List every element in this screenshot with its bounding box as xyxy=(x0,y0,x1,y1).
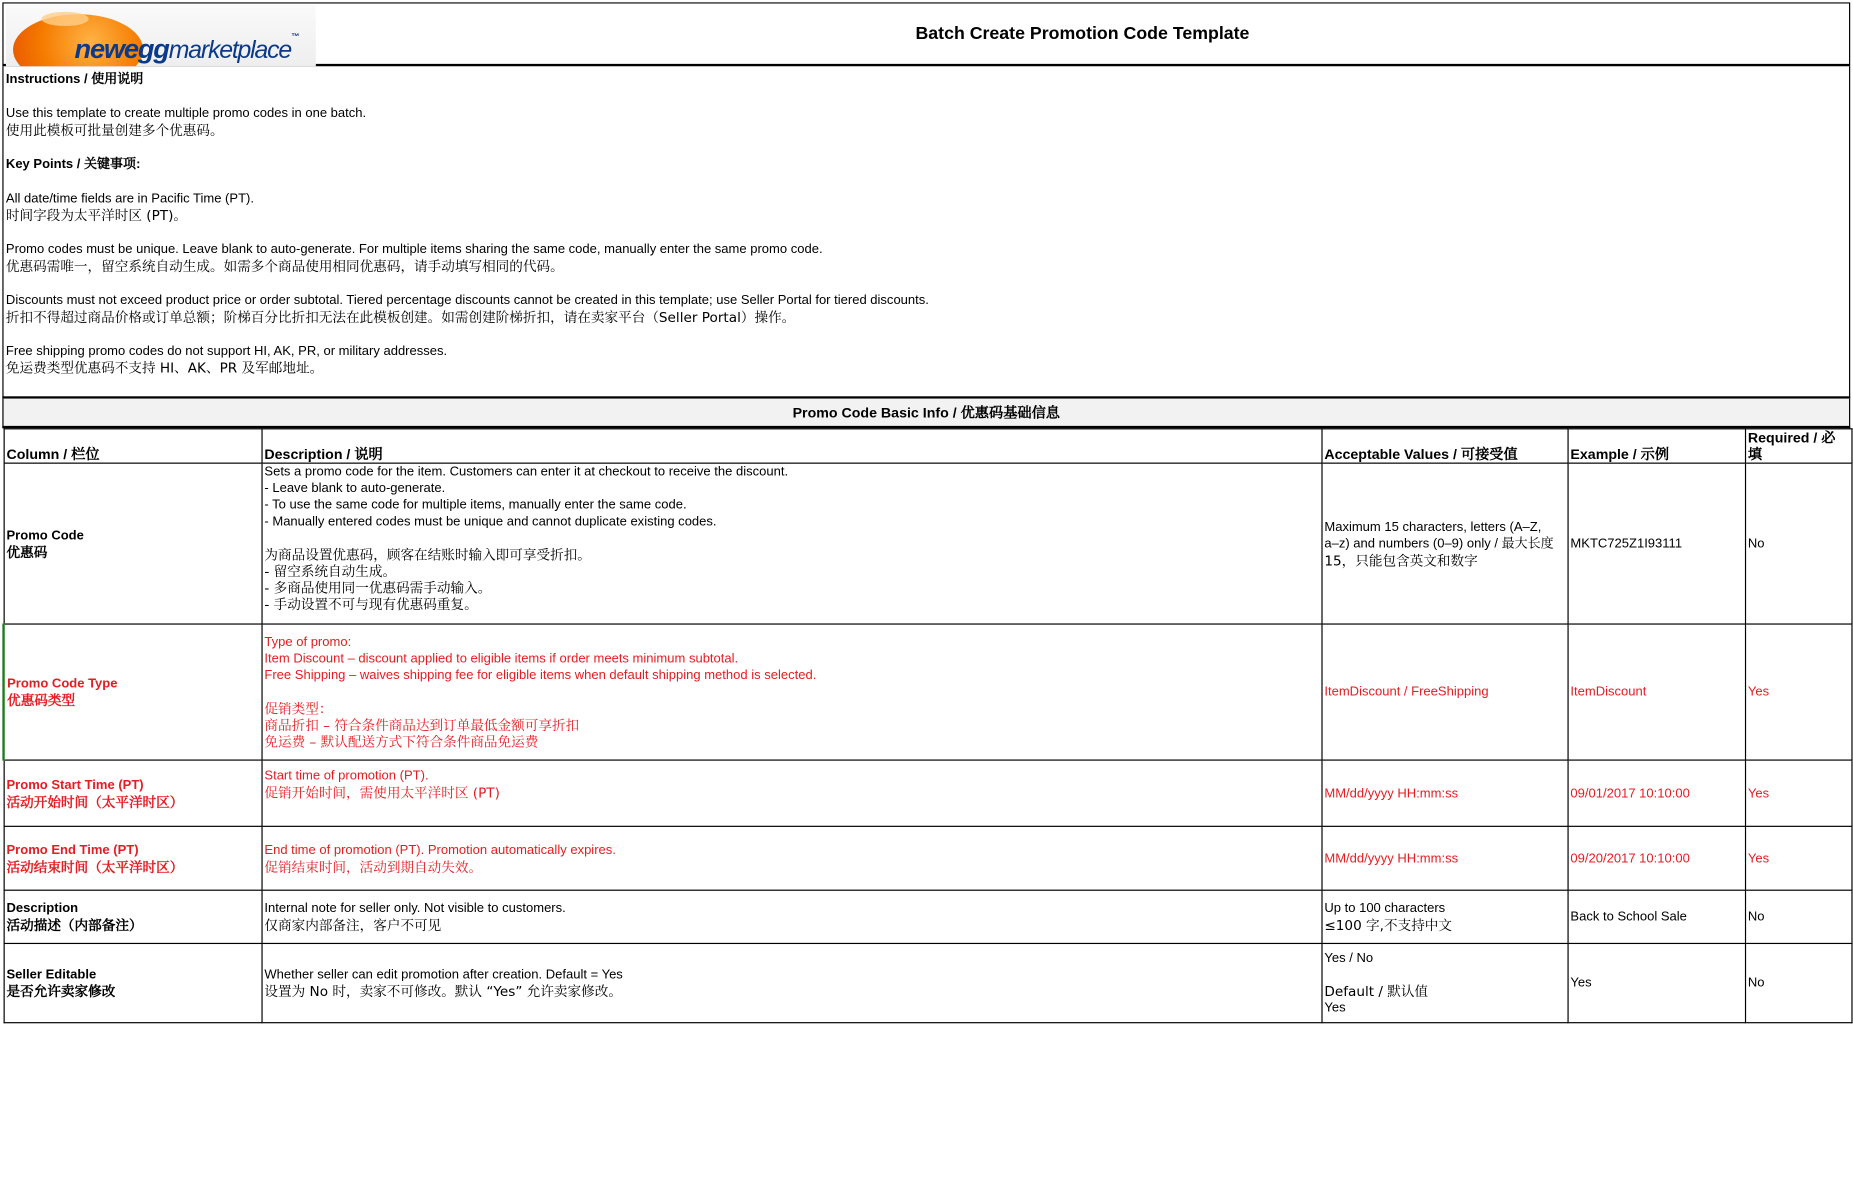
instructions-block xyxy=(2,66,1850,398)
field-name-zh: 优惠码类型 xyxy=(7,692,76,709)
description-cell[interactable] xyxy=(261,890,1321,943)
point-2-zh: 优惠码需唯一，留空系统自动生成。如需多个商品使用相同优惠码，请手动填写相同的代码。 xyxy=(5,257,564,275)
desc-line: Sets a promo code for the item. Customers can enter it at checkout to receive the discount. xyxy=(264,464,789,480)
desc-line: Start time of promotion (PT). xyxy=(264,768,429,784)
field-name-en: Promo Start Time (PT) xyxy=(6,777,144,793)
intro-zh: 使用此模板可批量创建多个优惠码。 xyxy=(5,121,224,139)
col-header-example[interactable]: Example / 示例 xyxy=(1567,429,1744,463)
required-cell[interactable]: Yes xyxy=(1745,624,1851,760)
acceptable-cell[interactable] xyxy=(1321,890,1567,943)
desc-line: 促销开始时间，需使用太平洋时区 (PT) xyxy=(264,784,500,801)
point-1-zh: 时间字段为太平洋时区 (PT)。 xyxy=(5,207,188,224)
required-cell[interactable]: No xyxy=(1745,890,1851,943)
field-name-cell[interactable] xyxy=(4,943,262,1022)
acceptable-line: Up to 100 characters xyxy=(1324,901,1446,916)
table-row xyxy=(4,943,1852,1022)
example-cell[interactable]: 09/20/2017 10:10:00 xyxy=(1567,826,1744,890)
acceptable-cell[interactable] xyxy=(1321,463,1567,624)
page-title: Batch Create Promotion Code Template xyxy=(915,23,1250,44)
required-cell[interactable]: No xyxy=(1745,943,1851,1022)
newegg-marketplace-logo xyxy=(6,5,316,67)
field-name-en: Seller Editable xyxy=(6,967,97,982)
acceptable-cell[interactable]: MM/dd/yyyy HH:mm:ss xyxy=(1321,826,1567,890)
logo-wordmark xyxy=(75,33,299,65)
example-cell[interactable]: 09/01/2017 10:10:00 xyxy=(1567,760,1744,826)
acceptable-cell[interactable]: MM/dd/yyyy HH:mm:ss xyxy=(1321,760,1567,826)
logo-trademark: ™ xyxy=(291,33,299,42)
desc-line: Free Shipping – waives shipping fee for eligible items when default shipping method is selected. xyxy=(264,668,817,683)
logo-brand: newegg xyxy=(74,33,169,64)
desc-line: 为商品设置优惠码，顾客在结账时输入即可享受折扣。 xyxy=(264,546,591,564)
field-name-cell[interactable] xyxy=(4,826,262,890)
example-cell[interactable]: ItemDiscount xyxy=(1567,624,1744,760)
desc-line: - Manually entered codes must be unique and cannot duplicate existing codes. xyxy=(264,514,717,529)
col-header-required[interactable]: Required / 必填 xyxy=(1745,429,1851,463)
field-name-en: Promo End Time (PT) xyxy=(6,842,139,858)
desc-line: 商品折扣 – 符合条件商品达到订单最低金额可享折扣 xyxy=(264,716,580,734)
acceptable-line: a–z) and numbers (0–9) only / 最大长度 xyxy=(1324,536,1554,551)
acceptable-line: ≤100 字,不支持中文 xyxy=(1324,916,1453,934)
point-4-zh: 免运费类型优惠码不支持 HI、AK、PR 及军邮地址。 xyxy=(5,359,324,377)
desc-line: 仅商家内部备注，客户不可见 xyxy=(264,916,442,934)
field-name-zh: 优惠码 xyxy=(6,543,48,561)
description-cell[interactable] xyxy=(261,624,1321,760)
field-name-cell[interactable] xyxy=(4,463,262,624)
field-name-zh: 活动结束时间（太平洋时区） xyxy=(6,858,184,875)
required-cell[interactable]: No xyxy=(1745,463,1851,624)
point-4-en: Free shipping promo codes do not support HI, AK, PR, or military addresses. xyxy=(5,344,448,359)
instructions-heading: Instructions / 使用说明 xyxy=(5,72,144,87)
table-header-row xyxy=(4,429,1852,463)
acceptable-spacer xyxy=(1324,967,1564,984)
col-header-description[interactable]: Description / 说明 xyxy=(261,429,1321,463)
logo-suffix: marketplace xyxy=(168,36,292,64)
desc-line: Whether seller can edit promotion after creation. Default = Yes xyxy=(264,967,623,982)
col-header-column[interactable]: Column / 栏位 xyxy=(4,429,262,463)
field-name-en: Promo Code Type xyxy=(7,676,118,691)
required-cell[interactable]: Yes xyxy=(1745,760,1851,826)
table-row xyxy=(4,826,1852,890)
description-cell[interactable] xyxy=(261,463,1321,624)
field-name-en: Description xyxy=(6,901,79,916)
field-name-zh: 活动描述（内部备注） xyxy=(6,916,143,934)
desc-line: 促销结束时间，活动到期自动失效。 xyxy=(264,858,483,875)
field-name-cell[interactable] xyxy=(4,890,262,943)
desc-line: Internal note for seller only. Not visible to customers. xyxy=(264,901,566,916)
acceptable-line: 15，只能包含英文和数字 xyxy=(1324,551,1478,569)
example-cell[interactable]: Back to School Sale xyxy=(1567,890,1744,943)
key-points-heading: Key Points / 关键事项: xyxy=(5,157,141,172)
desc-line: 免运费 – 默认配送方式下符合条件商品免运费 xyxy=(264,733,539,751)
field-name-zh: 是否允许卖家修改 xyxy=(6,983,116,1000)
point-1-en: All date/time fields are in Pacific Time (PT). xyxy=(5,191,254,206)
desc-line: - To use the same code for multiple items, manually enter the same code. xyxy=(264,498,687,513)
field-name-zh: 活动开始时间（太平洋时区） xyxy=(6,793,184,810)
desc-line: 促销类型： xyxy=(264,700,333,717)
table-row xyxy=(4,624,1852,760)
example-cell[interactable]: Yes xyxy=(1567,943,1744,1022)
table-row xyxy=(4,463,1852,624)
point-3-zh: 折扣不得超过商品价格或订单总额；阶梯百分比折扣无法在此模板创建。如需创建阶梯折扣，请在卖家平台（Seller Portal）操作。 xyxy=(5,308,796,326)
desc-line: Item Discount – discount applied to eligible items if order meets minimum subtotal. xyxy=(264,651,739,667)
point-2-en: Promo codes must be unique. Leave blank to auto-generate. For multiple items sharing the same code, manually enter the same promo code. xyxy=(5,242,823,257)
acceptable-cell[interactable]: ItemDiscount / FreeShipping xyxy=(1321,624,1567,760)
desc-line: - 多商品使用同一优惠码需手动输入。 xyxy=(264,579,492,597)
acceptable-line: Yes xyxy=(1324,1000,1346,1016)
desc-line: - 留空系统自动生成。 xyxy=(264,563,397,580)
field-name-cell[interactable] xyxy=(4,624,262,760)
field-name-en: Promo Code xyxy=(6,528,84,543)
intro-en: Use this template to create multiple promo codes in one batch. xyxy=(5,106,367,121)
desc-line: Type of promo: xyxy=(264,635,352,650)
description-cell[interactable] xyxy=(261,826,1321,890)
field-name-cell[interactable] xyxy=(4,760,262,826)
section-header: Promo Code Basic Info / 优惠码基础信息 xyxy=(2,399,1850,429)
acceptable-line: Maximum 15 characters, letters (A–Z, xyxy=(1324,519,1542,535)
header xyxy=(2,2,1850,66)
logo-highlight xyxy=(41,12,88,26)
table-row xyxy=(4,890,1852,943)
desc-line: - 手动设置不可与现有优惠码重复。 xyxy=(264,596,478,613)
desc-spacer xyxy=(264,684,1318,701)
description-cell[interactable] xyxy=(261,943,1321,1022)
required-cell[interactable]: Yes xyxy=(1745,826,1851,890)
promo-fields-table xyxy=(2,428,1852,1023)
desc-line: End time of promotion (PT). Promotion automatically expires. xyxy=(264,842,616,858)
acceptable-line: Yes / No xyxy=(1324,951,1374,966)
description-cell[interactable] xyxy=(261,760,1321,826)
acceptable-line: Default / 默认值 xyxy=(1324,983,1429,1000)
point-3-en: Discounts must not exceed product price or order subtotal. Tiered percentage discounts cannot be created in this template; use Seller Portal for tiered discounts. xyxy=(5,293,929,308)
acceptable-cell[interactable] xyxy=(1321,943,1567,1022)
table-row xyxy=(4,760,1852,826)
desc-line: 设置为 No 时，卖家不可修改。默认 “Yes” 允许卖家修改。 xyxy=(264,983,622,1000)
col-header-acceptable[interactable]: Acceptable Values / 可接受值 xyxy=(1321,429,1567,463)
desc-line: - Leave blank to auto-generate. xyxy=(264,481,446,496)
example-cell[interactable]: MKTC725Z1I93111 xyxy=(1567,463,1744,624)
desc-spacer xyxy=(264,530,1318,547)
